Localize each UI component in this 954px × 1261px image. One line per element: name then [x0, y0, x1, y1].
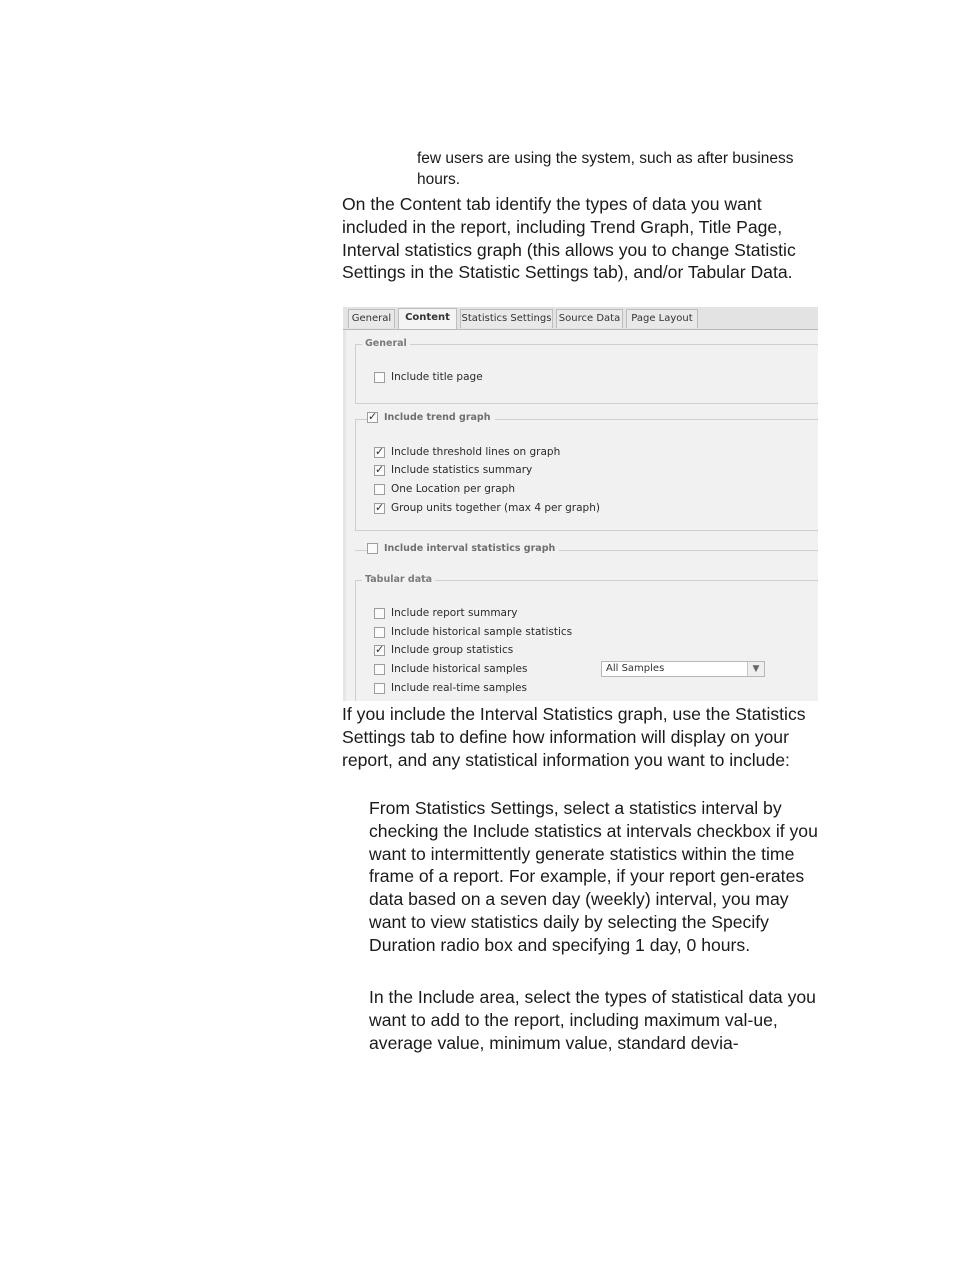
group-statistics-label: Include group statistics: [391, 644, 514, 656]
interval-paragraph: If you include the Interval Statistics graph, use the Statistics Settings tab to define how information will display on your report, and any statistical information you want to include:: [342, 704, 806, 770]
tab-source-data[interactable]: Source Data: [556, 309, 623, 328]
threshold-checkbox[interactable]: [374, 447, 385, 458]
statistics-summary-checkbox[interactable]: [374, 465, 385, 476]
hist-samples-checkbox[interactable]: [374, 664, 385, 675]
tab-bar: [343, 307, 818, 330]
report-summary-checkbox[interactable]: [374, 608, 385, 619]
group-units-row[interactable]: [374, 501, 600, 515]
hist-samples-label: Include historical samples: [391, 663, 528, 675]
include-title-page-label: Include title page: [391, 371, 483, 383]
tab-general[interactable]: General: [348, 309, 395, 328]
one-location-checkbox[interactable]: [374, 484, 385, 495]
tab-page-layout[interactable]: Page Layout: [626, 309, 698, 328]
group-units-checkbox[interactable]: [374, 503, 385, 514]
threshold-row[interactable]: [374, 445, 560, 459]
group-units-label: Group units together (max 4 per graph): [391, 502, 600, 514]
include-trend-graph-row[interactable]: [367, 412, 495, 423]
samples-dropdown-value: All Samples: [606, 663, 665, 674]
intro-text: few users are using the system, such as after business hours.: [417, 150, 794, 188]
include-trend-graph-label: Include trend graph: [384, 412, 491, 423]
include-interval-graph-row[interactable]: [367, 543, 559, 554]
realtime-samples-label: Include real-time samples: [391, 682, 527, 694]
tab-statistics-settings[interactable]: Statistics Settings: [460, 309, 553, 328]
hist-sample-stats-label: Include historical sample statistics: [391, 626, 573, 638]
step-include-area: In the Include area, select the types of statistical data you want to add to the report, including maximum val-ue, average value, minimum value, standard devia-: [369, 987, 816, 1053]
tabular-data-legend: Tabular data: [362, 574, 435, 585]
threshold-label: Include threshold lines on graph: [391, 446, 561, 458]
group-statistics-checkbox[interactable]: [374, 645, 385, 656]
panel-edge: [343, 329, 346, 701]
report-summary-label: Include report summary: [391, 607, 518, 619]
include-interval-graph-label: Include interval statistics graph: [384, 543, 556, 554]
realtime-samples-row[interactable]: [374, 681, 527, 695]
chevron-down-icon[interactable]: ▼: [747, 662, 764, 676]
statistics-summary-label: Include statistics summary: [391, 464, 533, 476]
hist-samples-row[interactable]: [374, 662, 528, 676]
include-title-page-checkbox[interactable]: [374, 372, 385, 383]
include-title-page-row[interactable]: [374, 370, 483, 384]
content-tab-paragraph: On the Content tab identify the types of data you want included in the report, including Trend Graph, Title Page, Interval statistics graph (this allows you to change Statistic Settings in the Statistic Settings tab), and/or Tabular Data.: [342, 194, 796, 283]
realtime-samples-checkbox[interactable]: [374, 683, 385, 694]
hist-sample-stats-row[interactable]: [374, 625, 572, 639]
group-statistics-row[interactable]: [374, 643, 513, 657]
include-interval-graph-checkbox[interactable]: [367, 543, 378, 554]
include-trend-graph-checkbox[interactable]: [367, 412, 378, 423]
step-statistics-settings: From Statistics Settings, select a statistics interval by checking the Include statistics at intervals checkbox if you want to intermittently generate statistics within the time frame of a report. For example, if your report gen-erates data based on a seven day (weekly) interval, you may want to view statistics daily by selecting the Specify Duration radio box and specifying 1 day, 0 hours.: [369, 798, 818, 955]
tab-content[interactable]: Content: [398, 308, 457, 329]
hist-sample-stats-checkbox[interactable]: [374, 627, 385, 638]
report-summary-row[interactable]: [374, 606, 518, 620]
one-location-row[interactable]: [374, 482, 515, 496]
report-settings-screenshot: [343, 307, 818, 701]
general-legend: General: [362, 338, 410, 349]
one-location-label: One Location per graph: [391, 483, 515, 495]
statistics-summary-row[interactable]: [374, 463, 532, 477]
samples-dropdown[interactable]: [601, 661, 765, 677]
